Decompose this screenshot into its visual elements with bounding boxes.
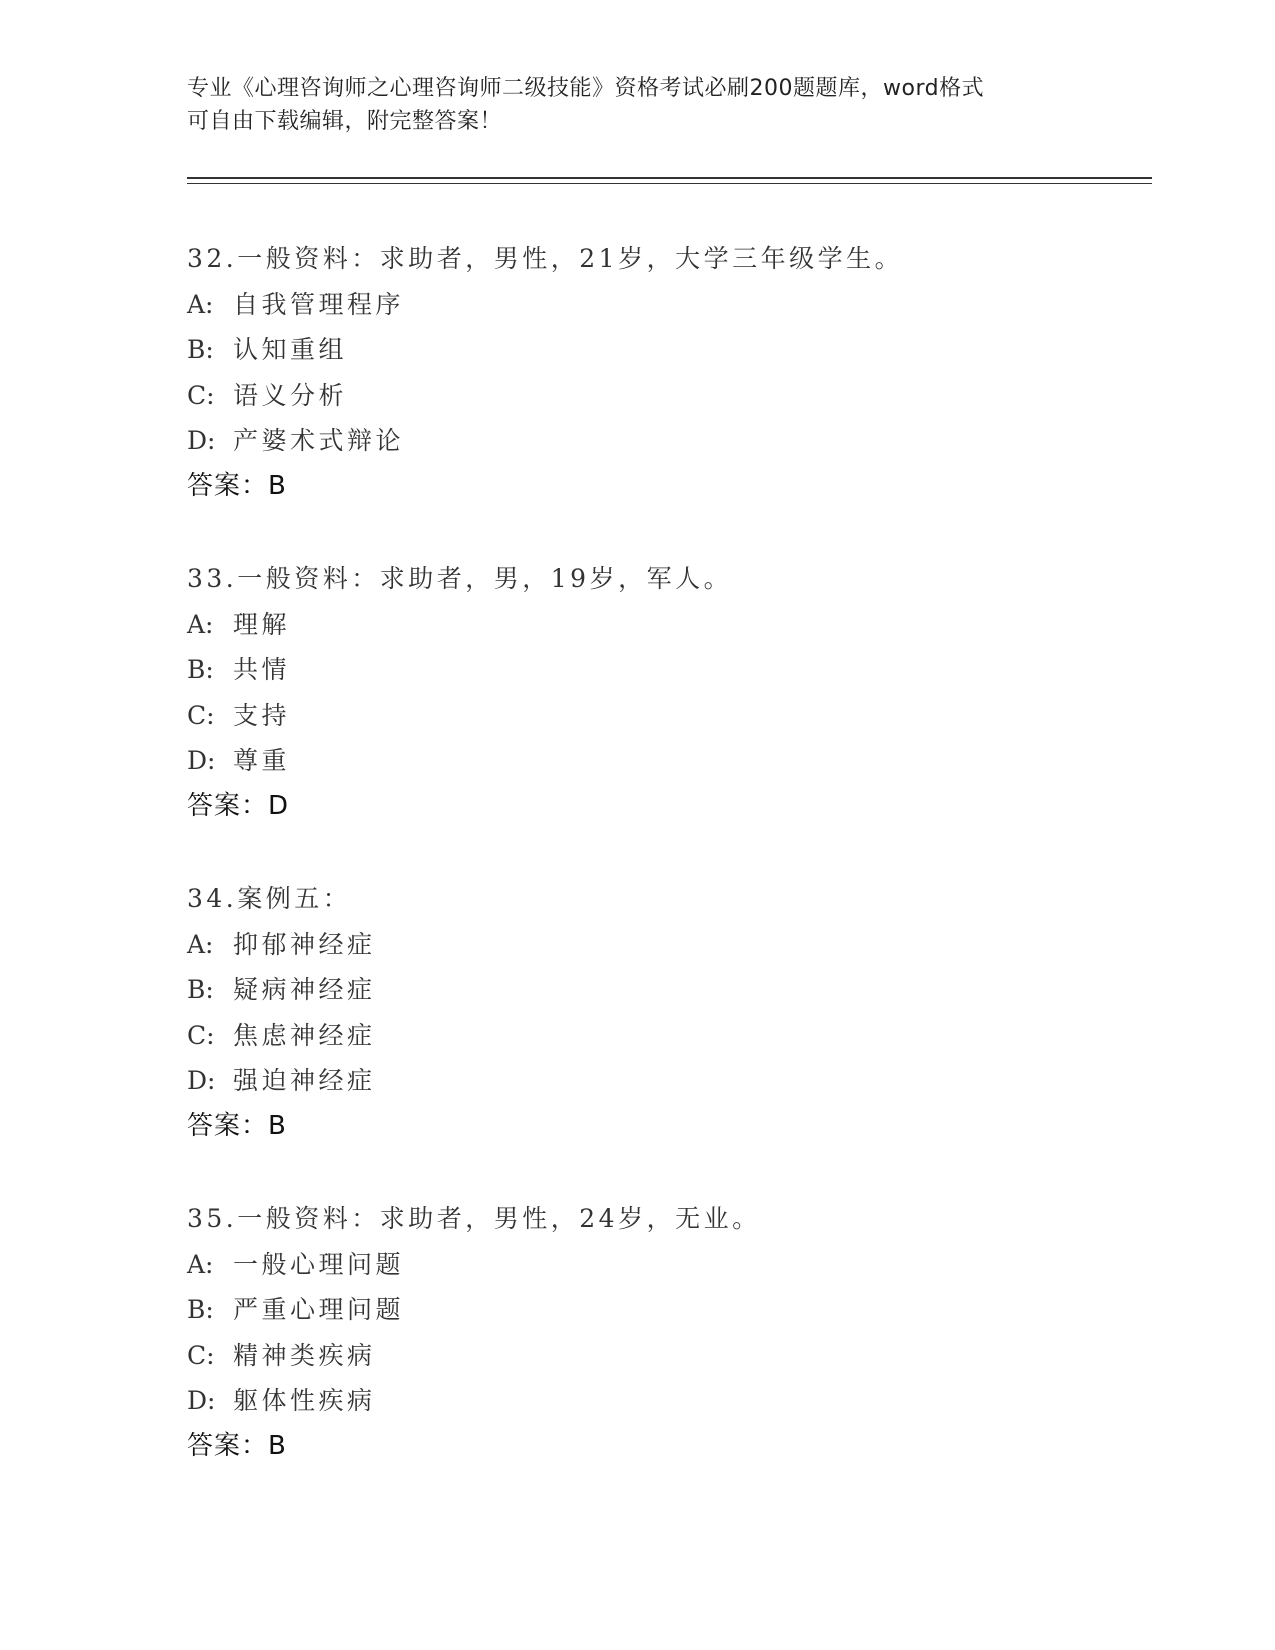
option-label: B: [187, 975, 214, 1004]
question-title: 34.案例五： [187, 884, 352, 913]
option-c [187, 373, 1147, 419]
option-b [187, 647, 1147, 693]
option-d [187, 738, 1147, 784]
header-line-1: 专业《心理咨询师之心理咨询师二级技能》资格考试必刷200题题库，word格式 [187, 76, 985, 101]
option-label: B: [187, 655, 214, 684]
option-text: 抑郁神经症 [233, 929, 376, 959]
option-label: D: [187, 746, 216, 775]
option-text: 躯体性疾病 [233, 1386, 376, 1415]
option-text: 理解 [233, 609, 291, 639]
option-text: 产婆术式辩论 [233, 426, 405, 455]
answer-line: 答案：B [187, 1110, 287, 1141]
option-d [187, 1378, 1147, 1424]
option-text: 一般心理问题 [233, 1249, 405, 1279]
option-b [187, 327, 1147, 373]
option-c [187, 693, 1147, 739]
header-divider-thick [187, 177, 1152, 179]
answer-line: 答案：B [187, 1430, 287, 1461]
option-a [187, 602, 1147, 648]
option-label: D: [187, 426, 216, 455]
option-c [187, 1333, 1147, 1379]
question-list [187, 236, 1147, 1516]
option-label: B: [187, 1295, 214, 1324]
option-a [187, 1242, 1147, 1288]
option-b [187, 1287, 1147, 1333]
option-text: 严重心理问题 [233, 1295, 405, 1324]
option-label: C: [187, 700, 215, 730]
option-label: A: [187, 929, 214, 959]
answer-line: 答案：D [187, 790, 290, 821]
option-text: 精神类疾病 [233, 1340, 376, 1370]
question-title: 35.一般资料：求助者，男性，24岁，无业。 [187, 1204, 761, 1233]
option-text: 焦虑神经症 [233, 1020, 376, 1050]
option-a [187, 282, 1147, 328]
question-35 [187, 1196, 1147, 1516]
answer-line: 答案：B [187, 470, 287, 501]
question-33 [187, 556, 1147, 876]
option-a [187, 922, 1147, 968]
option-label: C: [187, 380, 215, 410]
option-label: C: [187, 1340, 215, 1370]
option-text: 支持 [233, 700, 291, 730]
option-label: B: [187, 335, 214, 364]
option-label: A: [187, 609, 214, 639]
option-label: D: [187, 1386, 216, 1415]
option-text: 共情 [233, 655, 291, 684]
option-text: 强迫神经症 [233, 1066, 376, 1095]
option-text: 认知重组 [233, 335, 348, 364]
option-label: D: [187, 1066, 216, 1095]
option-text: 语义分析 [233, 380, 348, 410]
option-label: A: [187, 289, 214, 319]
option-text: 疑病神经症 [233, 975, 376, 1004]
question-32 [187, 236, 1147, 556]
option-d [187, 1058, 1147, 1104]
document-header [187, 72, 1087, 138]
header-divider-thin [187, 183, 1152, 184]
option-d [187, 418, 1147, 464]
option-label: C: [187, 1020, 215, 1050]
option-b [187, 967, 1147, 1013]
option-c [187, 1013, 1147, 1059]
question-title: 33.一般资料：求助者，男，19岁，军人。 [187, 564, 733, 593]
option-label: A: [187, 1249, 214, 1279]
question-title: 32.一般资料：求助者，男性，21岁，大学三年级学生。 [187, 244, 904, 273]
option-text: 尊重 [233, 746, 291, 775]
question-34 [187, 876, 1147, 1196]
header-line-2: 可自由下载编辑，附完整答案！ [187, 109, 503, 134]
option-text: 自我管理程序 [233, 289, 405, 319]
